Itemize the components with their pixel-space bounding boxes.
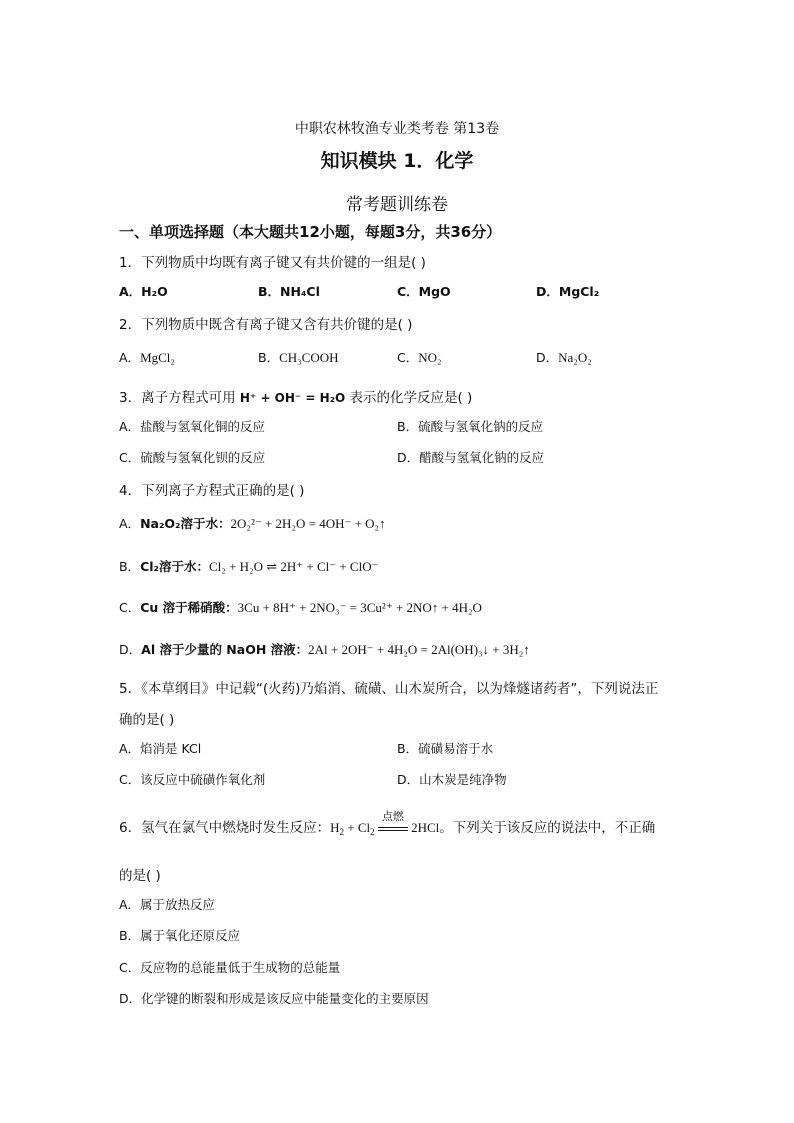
q3-option-a: A．盐酸与氢氧化铜的反应 <box>119 419 266 434</box>
q4-option-b: B．Cl₂溶于水：Cl₂ + H₂O ⇌ 2H⁺ + Cl⁻ + ClO⁻ <box>119 559 379 574</box>
q1-option-b: B．NH₄Cl <box>258 284 320 299</box>
module-title: 知识模块 1．化学 <box>320 150 474 172</box>
q6-option-c: C．反应物的总能量低于生成物的总能量 <box>119 960 341 975</box>
q3-option-c: C．硫酸与氢氧化钡的反应 <box>119 450 266 465</box>
q2-option-a: A．MgCl₂ <box>119 350 175 365</box>
q3-option-d: D．醋酸与氢氧化钠的反应 <box>397 450 545 465</box>
question-text: 下列物质中均既有离子键又有共价键的一组是( ) <box>141 255 426 271</box>
question-6-stem-line2: 的是( ) <box>119 868 161 884</box>
question-1-stem <box>119 251 426 271</box>
q5-option-a: A．焰消是 KCl <box>119 741 202 756</box>
q5-option-c: C．该反应中硫磺作氧化剂 <box>119 772 266 787</box>
q2-option-c: C．NO₂ <box>397 350 442 365</box>
section-title: 一、单项选择题（本大题共12小题，每题3分，共36分） <box>119 223 502 241</box>
question-4-stem: 4．下列离子方程式正确的是( ) <box>119 483 305 499</box>
question-2-stem <box>119 313 412 333</box>
q3-option-b: B．硫酸与氢氧化钠的反应 <box>397 419 544 434</box>
q2-option-d: D．Na₂O₂ <box>536 350 592 365</box>
question-3-stem: 3．离子方程式可用 H⁺ + OH⁻ = H₂O 表示的化学反应是( ) <box>119 390 473 406</box>
page-subtitle: 常考题训练卷 <box>346 195 448 215</box>
q4-option-c: C．Cu 溶于稀硝酸：3Cu + 8H⁺ + 2NO₃⁻ = 3Cu²⁺ + 2NO↑ + 4H₂O <box>119 600 482 615</box>
q6-option-d: D．化学键的断裂和形成是该反应中能量变化的主要原因 <box>119 991 429 1006</box>
q6-option-b: B．属于氧化还原反应 <box>119 928 241 943</box>
q4-option-d: D．Al 溶于少量的 NaOH 溶液：2Al + 2OH⁻ + 4H₂O = 2Al(OH)₃↓ + 3H₂↑ <box>119 642 530 657</box>
question-text: 下列物质中既含有离子键又含有共价键的是( ) <box>141 317 413 333</box>
question-5-stem: 5．《本草纲目》中记载“(火药)乃焰消、硫磺、山木炭所合，以为烽燧诸药者”，下列说法正 <box>119 681 659 697</box>
ionic-equation: H⁺ + OH⁻ = H₂O <box>239 391 346 405</box>
q5-option-d: D．山木炭是纯净物 <box>397 772 507 787</box>
equation: 2O₂²⁻ + 2H₂O = 4OH⁻ + O₂↑ <box>230 516 386 531</box>
reaction-equation: $H_2 + Cl_2$ 点燃 2HCl <box>330 810 440 837</box>
question-number: 2． <box>119 317 142 333</box>
q5-option-b: B．硫磺易溶于水 <box>397 741 494 756</box>
q6-option-a: A．属于放热反应 <box>119 897 216 912</box>
question-number: 1． <box>119 255 142 271</box>
q4-option-a: A．Na₂O₂溶于水：2O₂²⁻ + 2H₂O = 4OH⁻ + O₂↑ <box>119 516 386 531</box>
exam-title: 中职农林牧渔专业类考卷 第13卷 <box>294 121 500 137</box>
equation: Cl₂ + H₂O ⇌ 2H⁺ + Cl⁻ + ClO⁻ <box>209 559 379 574</box>
q1-option-c: C．MgO <box>397 284 451 299</box>
question-6-stem: 6．氢气在氯气中燃烧时发生反应：$H_2 + Cl_2$ 点燃 2HCl。下列关于该反应的说法中，不正确 <box>119 810 656 837</box>
reaction-condition: 点燃 <box>378 820 408 836</box>
q1-option-a: A．H₂O <box>119 284 168 299</box>
q1-option-d: D．MgCl₂ <box>536 284 600 299</box>
equation: 2Al + 2OH⁻ + 4H₂O = 2Al(OH)₃↓ + 3H₂↑ <box>308 642 530 657</box>
equation: 3Cu + 8H⁺ + 2NO₃⁻ = 3Cu²⁺ + 2NO↑ + 4H₂O <box>237 600 482 615</box>
q2-option-b: B．CH₃COOH <box>258 350 339 365</box>
question-5-stem-line2: 确的是( ) <box>119 712 175 728</box>
